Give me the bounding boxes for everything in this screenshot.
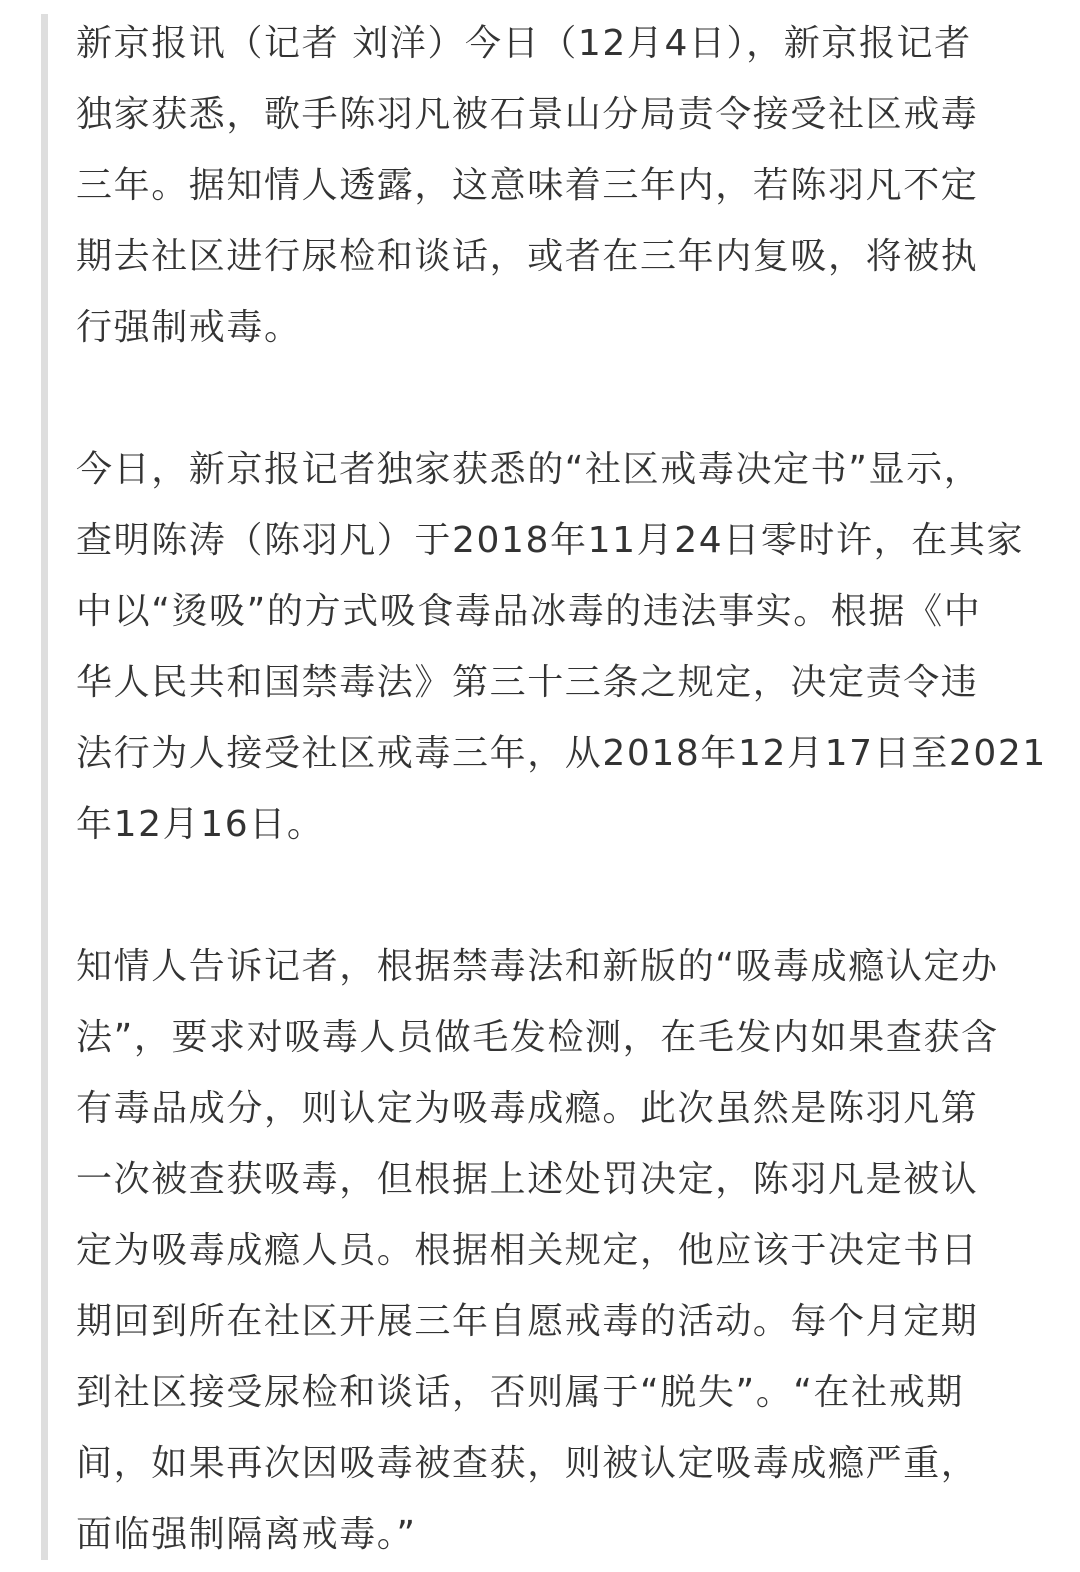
text-line: 三年。据知情人透露，这意味着三年内，若陈羽凡不定 [76,165,979,206]
text-line: 查明陈涛（陈羽凡）于2018年11月24日零时许，在其家 [76,520,1025,561]
text-line: 华人民共和国禁毒法》第三十三条之规定，决定责令违 [76,662,979,703]
text-line: 法”，要求对吸毒人员做毛发检测，在毛发内如果查获含 [76,1017,999,1058]
article-body [76,8,1047,1570]
paragraph-3 [76,931,1036,1570]
text-line: 期去社区进行尿检和谈话，或者在三年内复吸，将被执 [76,236,979,277]
text-line: 知情人告诉记者，根据禁毒法和新版的“吸毒成瘾认定办 [76,946,999,987]
text-line: 到社区接受尿检和谈话，否则属于“脱失”。“在社戒期 [76,1372,964,1413]
text-line: 面临强制隔离戒毒。” [76,1514,417,1555]
text-line: 一次被查获吸毒，但根据上述处罚决定，陈羽凡是被认 [76,1159,979,1200]
text-line: 间，如果再次因吸毒被查获，则被认定吸毒成瘾严重， [76,1443,979,1484]
text-line: 期回到所在社区开展三年自愿戒毒的活动。每个月定期 [76,1301,979,1342]
text-line: 年12月16日。 [76,804,325,845]
text-line: 新京报讯（记者 刘洋）今日（12月4日），新京报记者 [76,23,972,64]
text-line: 独家获悉，歌手陈羽凡被石景山分局责令接受社区戒毒 [76,94,979,135]
text-line: 行强制戒毒。 [76,307,302,348]
paragraph-1 [76,8,1036,363]
text-line: 中以“烫吸”的方式吸食毒品冰毒的违法事实。根据《中 [76,591,982,632]
paragraph-spacer [76,860,1036,931]
text-line: 有毒品成分，则认定为吸毒成瘾。此次虽然是陈羽凡第 [76,1088,979,1129]
paragraph-spacer [76,363,1036,434]
text-line: 今日，新京报记者独家获悉的“社区戒毒决定书”显示， [76,449,982,490]
text-line: 定为吸毒成瘾人员。根据相关规定，他应该于决定书日 [76,1230,979,1271]
text-line: 法行为人接受社区戒毒三年，从2018年12月17日至2021 [76,733,1047,774]
blockquote-bar [41,14,48,1560]
paragraph-2 [76,434,1047,860]
